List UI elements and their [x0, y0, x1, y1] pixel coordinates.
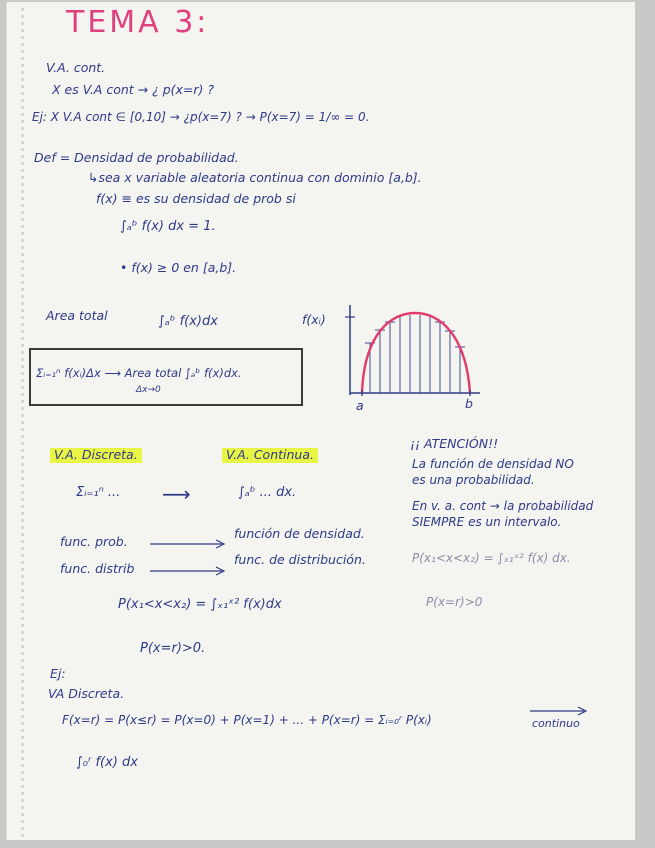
riemann-bars [365, 315, 465, 393]
density-curve [362, 313, 470, 393]
final-integral: ∫₀ʳ f(x) dx [76, 755, 138, 770]
discreta-heading: V.A. Discreta. [50, 448, 142, 463]
atencion-heading: ¡¡ ATENCIÓN!! [410, 436, 499, 451]
axis-label-b: b [465, 396, 473, 411]
bullet-integral: ∫ₐᵇ f(x) dx = 1. [120, 219, 216, 234]
page-title: TEMA 3: [66, 5, 210, 40]
arrow-symbol: ⟶ [162, 482, 191, 506]
va-discreta-2: VA Discreta. [48, 686, 125, 701]
atencion-line-5: P(x₁<x<x₂) = ∫ₓ₁ˣ² f(x) dx. [412, 551, 571, 565]
func-distrib: func. distrib [60, 561, 135, 576]
distribution-formula: F(x=r) = P(x≤r) = P(x=0) + P(x=1) + ... + P(x=r) = Σᵢ₌₀ʳ P(xᵢ) [62, 713, 432, 727]
question-line: X es V.A cont → ¿ p(x=r) ? [52, 82, 215, 97]
axis-label-a: a [356, 398, 364, 413]
atencion-line-6: P(x=r)>0 [426, 595, 483, 609]
definition-heading: Def = Densidad de probabilidad. [34, 150, 239, 165]
example-2-label: Ej: [50, 666, 66, 681]
box-formula: Σᵢ₌₁ⁿ f(xᵢ)Δx ⟶ Area total ∫ₐᵇ f(x)dx. [36, 366, 242, 380]
bullet-nonnegative: • f(x) ≥ 0 en [a,b]. [120, 260, 237, 275]
arrow-1 [150, 538, 226, 550]
example-line: Ej: X V.A cont ∈ [0,10] → ¿p(x=7) ? → P(x=7) = 1/∞ = 0. [32, 110, 370, 124]
func-densidad: función de densidad. [234, 526, 365, 541]
continua-heading: V.A. Continua. [222, 448, 318, 463]
box-limit: Δx→0 [136, 385, 161, 395]
area-integral: ∫ₐᵇ f(x)dx [158, 314, 218, 329]
va-cont-heading: V.A. cont. [46, 60, 106, 75]
fxi-label: f(xᵢ) [302, 312, 326, 327]
atencion-line-4: SIEMPRE es un intervalo. [412, 515, 562, 529]
continuo-arrow [530, 706, 590, 716]
atencion-line-3: En v. a. cont → la probabilidad [412, 499, 594, 513]
integral-expression: ∫ₐᵇ ... dx. [238, 485, 297, 500]
func-prob: func. prob. [60, 534, 128, 549]
sum-expression: Σᵢ₌₁ⁿ ... [76, 485, 121, 500]
func-dist-r: func. de distribución. [234, 552, 366, 567]
atencion-line-2: es una probabilidad. [412, 473, 535, 487]
definition-fx: f(x) ≡ es su densidad de prob si [96, 191, 296, 206]
spiral-holes [21, 8, 24, 838]
atencion-line-1: La función de densidad NO [412, 457, 574, 471]
p-interval: P(x₁<x<x₂) = ∫ₓ₁ˣ² f(x)dx [118, 597, 282, 612]
area-total-label: Area total [46, 308, 108, 323]
definition-sea: ↳sea x variable aleatoria continua con dominio [a,b]. [88, 170, 422, 185]
continuo-label: continuo [532, 717, 580, 730]
arrow-2 [150, 565, 226, 577]
p-xr: P(x=r)>0. [140, 641, 206, 656]
